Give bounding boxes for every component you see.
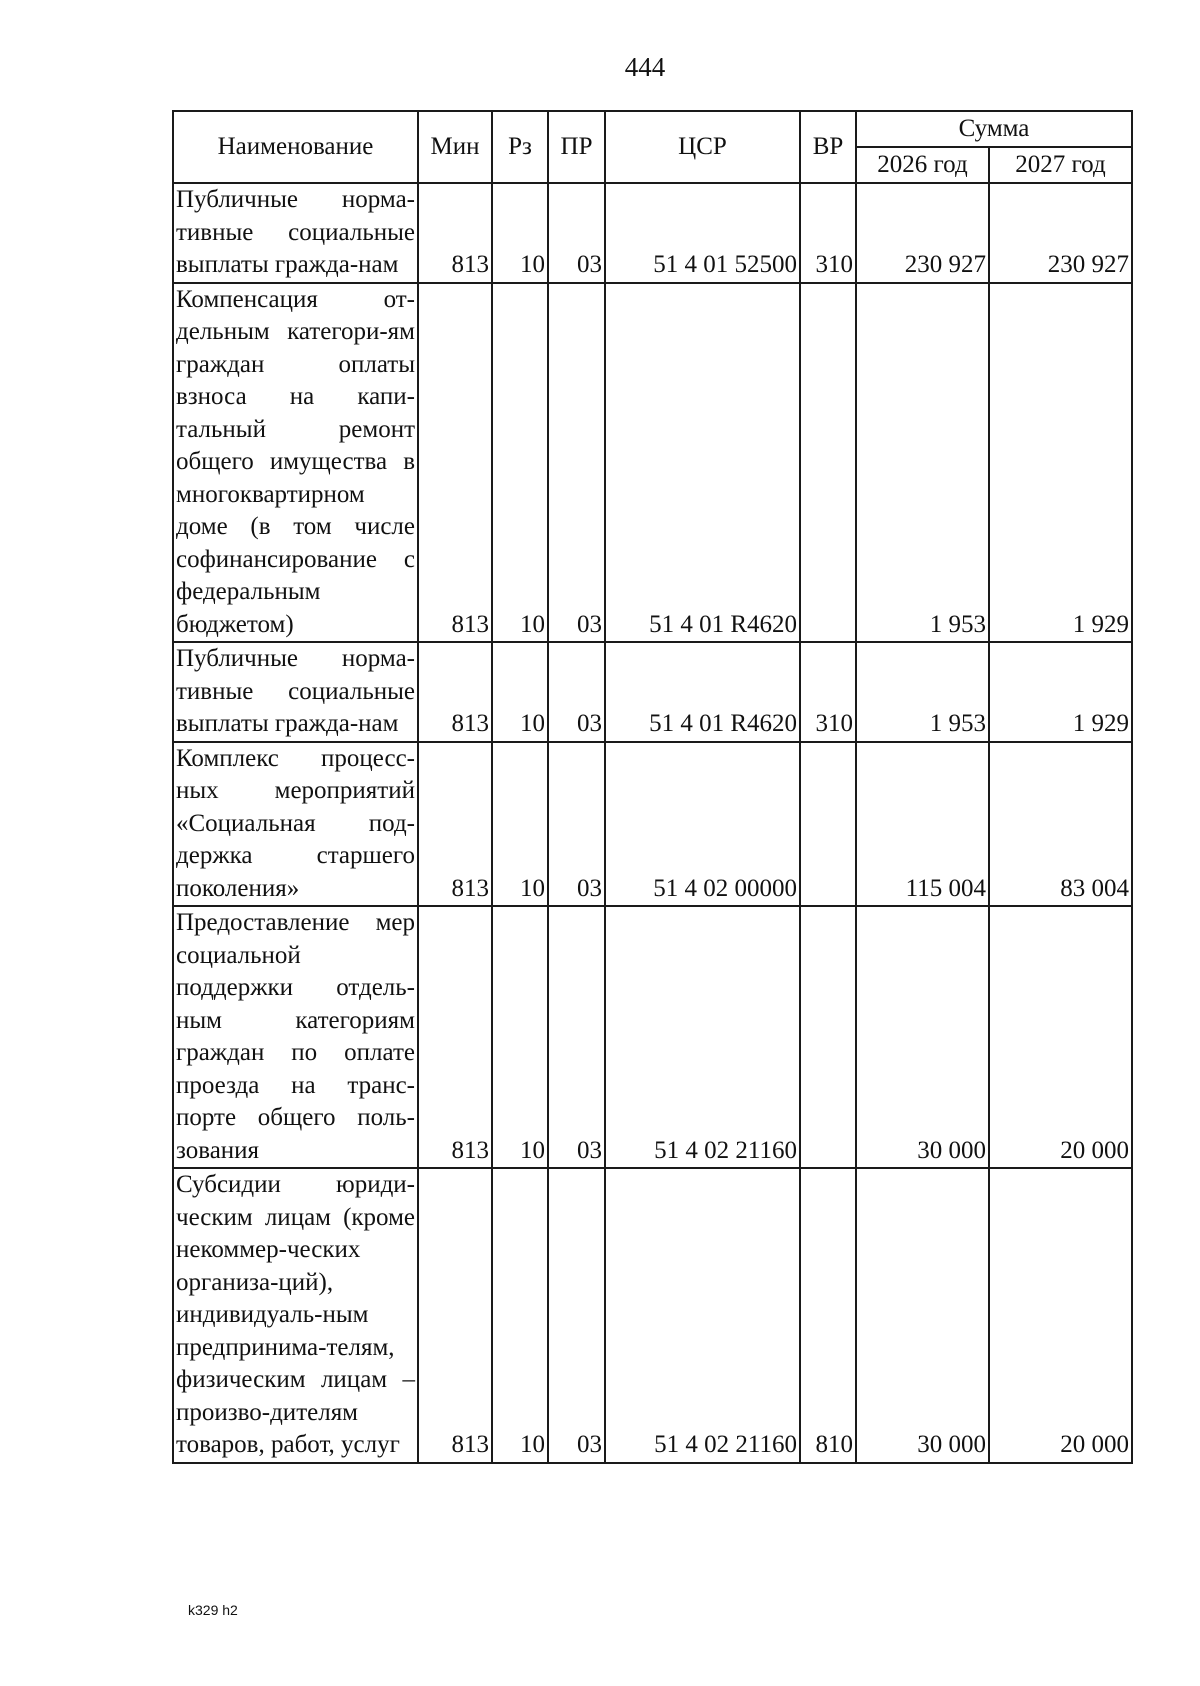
table-row <box>173 183 1132 283</box>
row-csr: 51 4 02 21160 <box>605 906 800 1168</box>
row-csr: 51 4 01 R4620 <box>605 283 800 643</box>
row-sum-2026: 115 004 <box>856 742 989 907</box>
budget-table <box>172 110 1133 1464</box>
row-sum-2026: 30 000 <box>856 906 989 1168</box>
row-name: Компенсация от-дельным категори-ям граждан оплаты взноса на капи-тальный ремонт общего имущества в многоквартирном доме (в том числе софинансирование с федеральным бюджетом) <box>173 283 418 643</box>
row-min: 813 <box>418 1168 492 1463</box>
row-vr: 810 <box>800 1168 856 1463</box>
header-year-2027: 2027 год <box>989 147 1132 183</box>
row-sum-2027: 230 927 <box>989 183 1132 283</box>
row-rz: 10 <box>492 642 548 742</box>
table-row <box>173 1168 1132 1463</box>
row-sum-2027: 20 000 <box>989 1168 1132 1463</box>
header-year-2026: 2026 год <box>856 147 989 183</box>
header-csr: ЦСР <box>605 111 800 183</box>
header-sum: Сумма <box>856 111 1132 147</box>
row-pr: 03 <box>548 742 605 907</box>
row-rz: 10 <box>492 283 548 643</box>
footer-code: k329 h2 <box>188 1602 238 1618</box>
row-pr: 03 <box>548 642 605 742</box>
row-sum-2027: 20 000 <box>989 906 1132 1168</box>
row-sum-2026: 1 953 <box>856 642 989 742</box>
header-min: Мин <box>418 111 492 183</box>
row-vr: 310 <box>800 642 856 742</box>
row-sum-2026: 30 000 <box>856 1168 989 1463</box>
row-sum-2026: 1 953 <box>856 283 989 643</box>
row-name: Субсидии юриди-ческим лицам (кроме некоммер-ческих организа-ций), индивидуаль-ным предпринима-телям, физическим лицам – произво-дителям товаров, работ, услуг <box>173 1168 418 1463</box>
row-rz: 10 <box>492 183 548 283</box>
table-row <box>173 742 1132 907</box>
table-row <box>173 283 1132 643</box>
row-min: 813 <box>418 906 492 1168</box>
row-vr: 310 <box>800 183 856 283</box>
row-min: 813 <box>418 742 492 907</box>
row-csr: 51 4 02 00000 <box>605 742 800 907</box>
row-min: 813 <box>418 183 492 283</box>
row-rz: 10 <box>492 1168 548 1463</box>
row-name: Комплекс процесс-ных мероприятий «Социальная под-держка старшего поколения» <box>173 742 418 907</box>
row-pr: 03 <box>548 906 605 1168</box>
row-pr: 03 <box>548 283 605 643</box>
row-pr: 03 <box>548 1168 605 1463</box>
row-vr <box>800 906 856 1168</box>
row-pr: 03 <box>548 183 605 283</box>
row-sum-2027: 1 929 <box>989 642 1132 742</box>
row-vr <box>800 283 856 643</box>
row-min: 813 <box>418 642 492 742</box>
table-row <box>173 642 1132 742</box>
row-rz: 10 <box>492 742 548 907</box>
row-sum-2027: 1 929 <box>989 283 1132 643</box>
row-csr: 51 4 01 52500 <box>605 183 800 283</box>
row-rz: 10 <box>492 906 548 1168</box>
row-csr: 51 4 01 R4620 <box>605 642 800 742</box>
row-csr: 51 4 02 21160 <box>605 1168 800 1463</box>
row-min: 813 <box>418 283 492 643</box>
row-vr <box>800 742 856 907</box>
page-number: 444 <box>624 52 666 82</box>
table-row <box>173 906 1132 1168</box>
row-name: Предоставление мер социальной поддержки отдель-ным категориям граждан по оплате проезда на транс-порте общего поль-зования <box>173 906 418 1168</box>
header-pr: ПР <box>548 111 605 183</box>
row-sum-2026: 230 927 <box>856 183 989 283</box>
row-sum-2027: 83 004 <box>989 742 1132 907</box>
header-vr: ВР <box>800 111 856 183</box>
row-name: Публичные норма-тивные социальные выплаты гражда-нам <box>173 642 418 742</box>
header-rz: Рз <box>492 111 548 183</box>
row-name: Публичные норма-тивные социальные выплаты гражда-нам <box>173 183 418 283</box>
header-name: Наименование <box>173 111 418 183</box>
